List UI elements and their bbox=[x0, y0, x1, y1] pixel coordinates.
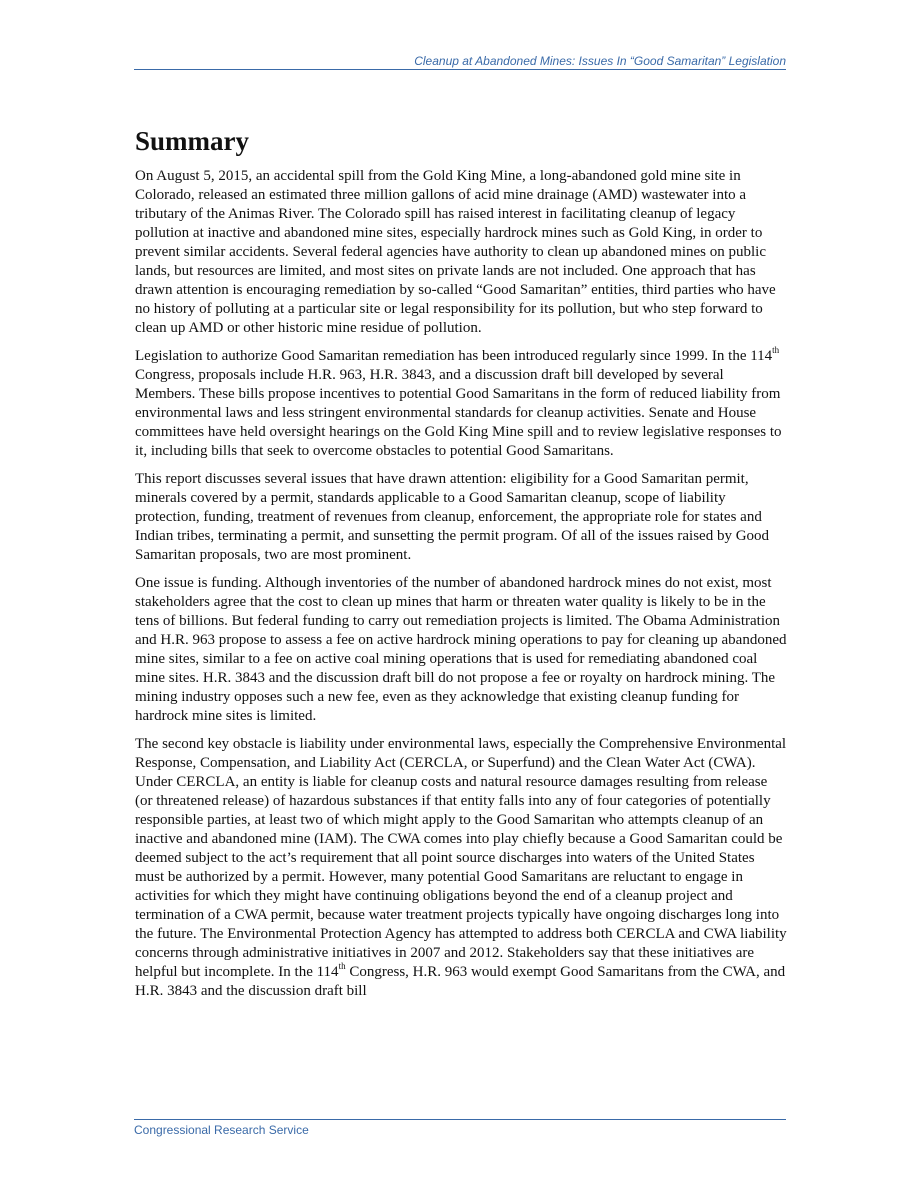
paragraph-liability bbox=[135, 735, 787, 1001]
paragraph-gold-king-spill: On August 5, 2015, an accidental spill from the Gold King Mine, a long-abandoned gold mine site in Colorado, released an estimated three million gallons of acid mine drainage (AMD) wastewater into a tributary of the Animas River. The Colorado spill has raised interest in facilitating cleanup of legacy pollution at inactive and abandoned mine sites, especially hardrock mines such as Gold King, in order to prevent similar accidents. Several federal agencies have authority to clean up abandoned mines on public lands, but resources are limited, and most sites on private lands are not included. One approach that has drawn attention is encouraging remediation by so-called “Good Samaritan” entities, third parties who have no history of polluting at a particular site or legal responsibility for its pollution, but who step forward to clean up AMD or other historic mine residue of pollution. bbox=[135, 168, 776, 336]
paragraph-funding: One issue is funding. Although inventories of the number of abandoned hardrock mines do not exist, most stakeholders agree that the cost to clean up mines that harm or threaten water quality is likely to be in the tens of billions. But federal funding to carry out remediation projects is limited. The Obama Administration and H.R. 963 propose to assess a fee on active hardrock mining operations to pay for cleaning up abandoned mine sites, similar to a fee on active coal mining operations that is used for remediating abandoned coal mine sites. H.R. 3843 and the discussion draft bill do not propose a fee or royalty on hardrock mining. The mining industry opposes such a new fee, even as they acknowledge that existing cleanup funding for hardrock mine sites is limited. bbox=[135, 575, 787, 724]
paragraph-issues: This report discusses several issues that have drawn attention: eligibility for a Good Samaritan permit, minerals covered by a permit, standards applicable to a Good Samaritan cleanup, scope of liability protection, funding, treatment of revenues from cleanup, enforcement, the appropriate role for states and Indian tribes, terminating a permit, and sunsetting the permit program. Of all of the issues raised by Good Samaritan proposals, two are most prominent. bbox=[135, 471, 770, 563]
paragraph-text: Legislation to authorize Good Samaritan remediation has been introduced regularly since 1999. In the 114 bbox=[135, 348, 773, 364]
page-footer: Congressional Research Service bbox=[134, 1119, 786, 1137]
paragraph-text: Congress, H.R. 963 would exempt Good Samaritans from the CWA, and H.R. 3843 and the discussion draft bill bbox=[135, 964, 786, 999]
paragraph-text: Congress, proposals include H.R. 963, H.R. 3843, and a discussion draft bill developed by several Members. These bills propose incentives to potential Good Samaritans in the form of reduced liability from environmental laws and less stringent environmental standards for cleanup activities. Senate and House committees have held oversight hearings on the Gold King Mine spill and to review legislative responses to it, including bills that seek to overcome obstacles to potential Good Samaritans. bbox=[135, 367, 782, 459]
running-header: Cleanup at Abandoned Mines: Issues In “Good Samaritan” Legislation bbox=[134, 54, 786, 70]
paragraph-legislation bbox=[135, 347, 787, 461]
document-body bbox=[135, 126, 787, 1010]
section-title: Summary bbox=[135, 126, 249, 156]
superscript-ordinal: th bbox=[772, 345, 780, 355]
superscript-ordinal: th bbox=[338, 961, 346, 971]
paragraph-text: The second key obstacle is liability under environmental laws, especially the Comprehensive Environmental Response, Compensation, and Liability Act (CERCLA, or Superfund) and the Clean Water Act (CWA). Under CERCLA, an entity is liable for cleanup costs and natural resource damages resulting from release (or threatened release) of hazardous substances if that entity falls into any of four categories of potentially responsible parties, at least two of which might apply to the Good Samaritan who attempts cleanup of an inactive and abandoned mine (IAM). The CWA comes into play chiefly because a Good Samaritan could be deemed subject to the act’s requirement that all point source discharges into waters of the United States must be authorized by a permit. However, many potential Good Samaritans are reluctant to engage in activities for which they might have continuing obligations beyond the end of a cleanup project and termination of a CWA permit, because water treatment projects typically have ongoing discharges long into the future. The Environmental Protection Agency has attempted to address both CERCLA and CWA liability concerns through administrative initiatives in 2007 and 2012. Stakeholders say that these initiatives are helpful but incomplete. In the 114 bbox=[135, 736, 787, 980]
